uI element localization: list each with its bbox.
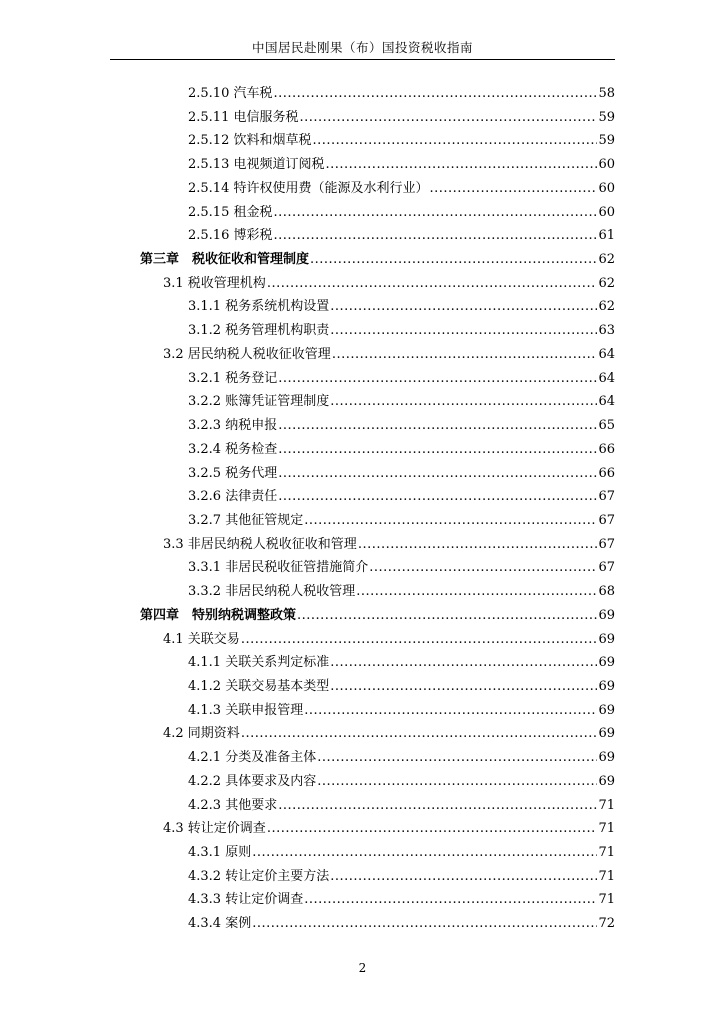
toc-entry-page: 67 xyxy=(598,560,615,575)
toc-entry-label: 3.2.7 其他征管规定 xyxy=(188,513,304,528)
toc-dot-leader xyxy=(325,156,597,174)
toc-entry[interactable] xyxy=(188,702,615,720)
toc-entry-page: 61 xyxy=(598,228,615,243)
toc-entry[interactable] xyxy=(188,678,615,696)
toc-entry-page: 69 xyxy=(598,750,615,765)
toc-dot-leader xyxy=(278,441,597,459)
toc-dot-leader xyxy=(369,559,597,577)
toc-entry-label: 4.2.1 分类及准备主体 xyxy=(188,750,317,765)
toc-entry[interactable] xyxy=(188,654,615,672)
toc-dot-leader xyxy=(278,417,597,435)
toc-entry-page: 69 xyxy=(598,655,615,670)
toc-dot-leader xyxy=(317,773,597,791)
toc-entry-label: 4.2 同期资料 xyxy=(163,726,240,741)
toc-entry[interactable] xyxy=(188,844,615,862)
toc-dot-leader xyxy=(358,536,598,554)
toc-entry[interactable] xyxy=(188,180,615,198)
toc-entry-label: 4.3.3 转让定价调查 xyxy=(188,892,304,907)
toc-entry-label: 2.5.13 电视频道订阅税 xyxy=(188,157,325,172)
toc-entry-page: 62 xyxy=(598,252,615,267)
toc-dot-leader xyxy=(278,797,597,815)
toc-dot-leader xyxy=(356,583,597,601)
toc-entry-page: 71 xyxy=(598,798,615,813)
toc-dot-leader xyxy=(278,370,597,388)
toc-entry[interactable] xyxy=(188,441,615,459)
toc-entry-label: 4.2.2 具体要求及内容 xyxy=(188,774,317,789)
toc-entry-page: 60 xyxy=(598,157,615,172)
toc-entry-label: 3.3.2 非居民纳税人税收管理 xyxy=(188,584,356,599)
toc-entry-label: 2.5.12 饮料和烟草税 xyxy=(188,133,312,148)
toc-entry[interactable] xyxy=(188,465,615,483)
toc-entry-page: 67 xyxy=(598,537,615,552)
toc-dot-leader xyxy=(252,915,597,933)
toc-entry-page: 66 xyxy=(598,466,615,481)
toc-entry-label: 4.3.4 案例 xyxy=(188,916,252,931)
toc-entry[interactable] xyxy=(188,227,615,245)
toc-entry[interactable] xyxy=(163,631,615,649)
toc-dot-leader xyxy=(429,180,597,198)
toc-dot-leader xyxy=(241,631,598,649)
toc-entry[interactable] xyxy=(188,797,615,815)
page-number: 2 xyxy=(358,961,367,975)
toc-entry-label: 3.1.1 税务系统机构设置 xyxy=(188,299,330,314)
toc-entry[interactable] xyxy=(188,156,615,174)
toc-entry-page: 72 xyxy=(598,916,615,931)
toc-dot-leader xyxy=(317,749,597,767)
toc-entry[interactable] xyxy=(188,393,615,411)
toc-entry-page: 62 xyxy=(598,276,615,291)
toc-entry-label: 4.1.1 关联关系判定标准 xyxy=(188,655,330,670)
toc-dot-leader xyxy=(273,227,597,245)
toc-dot-leader xyxy=(241,725,598,743)
toc-dot-leader xyxy=(297,607,597,625)
toc-dot-leader xyxy=(299,109,597,127)
toc-entry-page: 60 xyxy=(598,205,615,220)
toc-dot-leader xyxy=(330,868,597,886)
toc-dot-leader xyxy=(330,393,597,411)
toc-entry-page: 64 xyxy=(598,371,615,386)
toc-entry[interactable] xyxy=(163,346,615,364)
toc-entry-label: 3.2.6 法律责任 xyxy=(188,489,278,504)
toc-entry-page: 69 xyxy=(598,703,615,718)
toc-entry-page: 67 xyxy=(598,513,615,528)
toc-entry-label: 第三章 税收征收和管理制度 xyxy=(140,252,310,267)
toc-entry-label: 3.1 税收管理机构 xyxy=(163,276,266,291)
toc-entry-page: 65 xyxy=(598,418,615,433)
toc-entry-label: 3.3.1 非居民税收征管措施简介 xyxy=(188,560,369,575)
toc-entry-page: 67 xyxy=(598,489,615,504)
toc-entry-page: 63 xyxy=(598,323,615,338)
toc-chapter-entry[interactable] xyxy=(140,251,615,269)
toc-entry[interactable] xyxy=(163,725,615,743)
toc-entry[interactable] xyxy=(188,559,615,577)
toc-entry-label: 4.3.1 原则 xyxy=(188,845,252,860)
toc-entry[interactable] xyxy=(163,536,615,554)
toc-entry[interactable] xyxy=(188,322,615,340)
toc-entry-label: 3.2.4 税务检查 xyxy=(188,442,278,457)
toc-entry-label: 3.2.2 账簿凭证管理制度 xyxy=(188,394,330,409)
toc-entry[interactable] xyxy=(163,275,615,293)
toc-entry-label: 3.2.1 税务登记 xyxy=(188,371,278,386)
toc-entry-label: 第四章 特别纳税调整政策 xyxy=(140,608,297,623)
toc-dot-leader xyxy=(330,298,597,316)
toc-dot-leader xyxy=(330,654,597,672)
toc-entry[interactable] xyxy=(188,298,615,316)
toc-dot-leader xyxy=(330,322,597,340)
toc-entry-label: 3.3 非居民纳税人税收征收和管理 xyxy=(163,537,357,552)
toc-entry-page: 68 xyxy=(598,584,615,599)
toc-dot-leader xyxy=(312,132,597,150)
toc-entry-label: 2.5.11 电信服务税 xyxy=(188,110,299,125)
toc-entry-page: 71 xyxy=(598,892,615,907)
toc-dot-leader xyxy=(267,275,598,293)
toc-entry-label: 4.1 关联交易 xyxy=(163,632,240,647)
toc-entry-page: 71 xyxy=(598,845,615,860)
toc-entry-page: 71 xyxy=(598,869,615,884)
toc-entry[interactable] xyxy=(188,370,615,388)
toc-entry-page: 60 xyxy=(598,181,615,196)
toc-dot-leader xyxy=(278,488,597,506)
toc-dot-leader xyxy=(330,678,597,696)
toc-entry-page: 58 xyxy=(598,86,615,101)
toc-entry-page: 69 xyxy=(598,774,615,789)
toc-entry-page: 71 xyxy=(598,821,615,836)
toc-entry[interactable] xyxy=(188,868,615,886)
toc-entry[interactable] xyxy=(188,915,615,933)
toc-entry[interactable] xyxy=(188,891,615,909)
toc-entry-label: 3.2 居民纳税人税收征收管理 xyxy=(163,347,331,362)
toc-entry-page: 59 xyxy=(598,133,615,148)
toc-dot-leader xyxy=(304,891,597,909)
toc-dot-leader xyxy=(278,465,597,483)
toc-entry-page: 66 xyxy=(598,442,615,457)
toc-entry-label: 3.2.5 税务代理 xyxy=(188,466,278,481)
toc-entry-label: 2.5.14 特许权使用费（能源及水利行业） xyxy=(188,181,429,196)
toc-dot-leader xyxy=(304,702,597,720)
toc-entry-label: 3.1.2 税务管理机构职责 xyxy=(188,323,330,338)
toc-entry[interactable] xyxy=(163,820,615,838)
toc-entry-page: 59 xyxy=(598,110,615,125)
toc-entry-label: 4.3.2 转让定价主要方法 xyxy=(188,869,330,884)
toc-entry-page: 62 xyxy=(598,299,615,314)
toc-dot-leader xyxy=(310,251,597,269)
toc-entry-label: 4.2.3 其他要求 xyxy=(188,798,278,813)
toc-entry-label: 4.3 转让定价调查 xyxy=(163,821,266,836)
toc-entry[interactable] xyxy=(188,132,615,150)
toc-dot-leader xyxy=(267,820,598,838)
toc-entry[interactable] xyxy=(188,109,615,127)
toc-chapter-entry[interactable] xyxy=(140,607,615,625)
toc-entry-page: 69 xyxy=(598,679,615,694)
toc-entry[interactable] xyxy=(188,417,615,435)
toc-entry[interactable] xyxy=(188,204,615,222)
toc-entry[interactable] xyxy=(188,85,615,103)
toc-entry-label: 2.5.16 博彩税 xyxy=(188,228,273,243)
header-title: 中国居民赴刚果（布）国投资税收指南 xyxy=(251,40,473,55)
toc-dot-leader xyxy=(252,844,597,862)
toc-dot-leader xyxy=(273,204,597,222)
toc-dot-leader xyxy=(273,85,597,103)
toc-entry-page: 64 xyxy=(598,394,615,409)
toc-entry-label: 4.1.2 关联交易基本类型 xyxy=(188,679,330,694)
toc-entry[interactable] xyxy=(188,583,615,601)
toc-entry[interactable] xyxy=(188,512,615,530)
toc-entry-label: 2.5.10 汽车税 xyxy=(188,86,273,101)
toc-entry[interactable] xyxy=(188,773,615,791)
toc-entry[interactable] xyxy=(188,749,615,767)
toc-entry-page: 69 xyxy=(598,608,615,623)
toc-entry-page: 69 xyxy=(598,632,615,647)
toc-entry-label: 2.5.15 租金税 xyxy=(188,205,273,220)
toc-entry-label: 3.2.3 纳税申报 xyxy=(188,418,278,433)
toc-entry[interactable] xyxy=(188,488,615,506)
toc-entry-page: 64 xyxy=(598,347,615,362)
toc-dot-leader xyxy=(332,346,598,364)
toc-dot-leader xyxy=(304,512,597,530)
toc-entry-page: 69 xyxy=(598,726,615,741)
toc-entry-label: 4.1.3 关联申报管理 xyxy=(188,703,304,718)
header-divider xyxy=(110,59,615,60)
